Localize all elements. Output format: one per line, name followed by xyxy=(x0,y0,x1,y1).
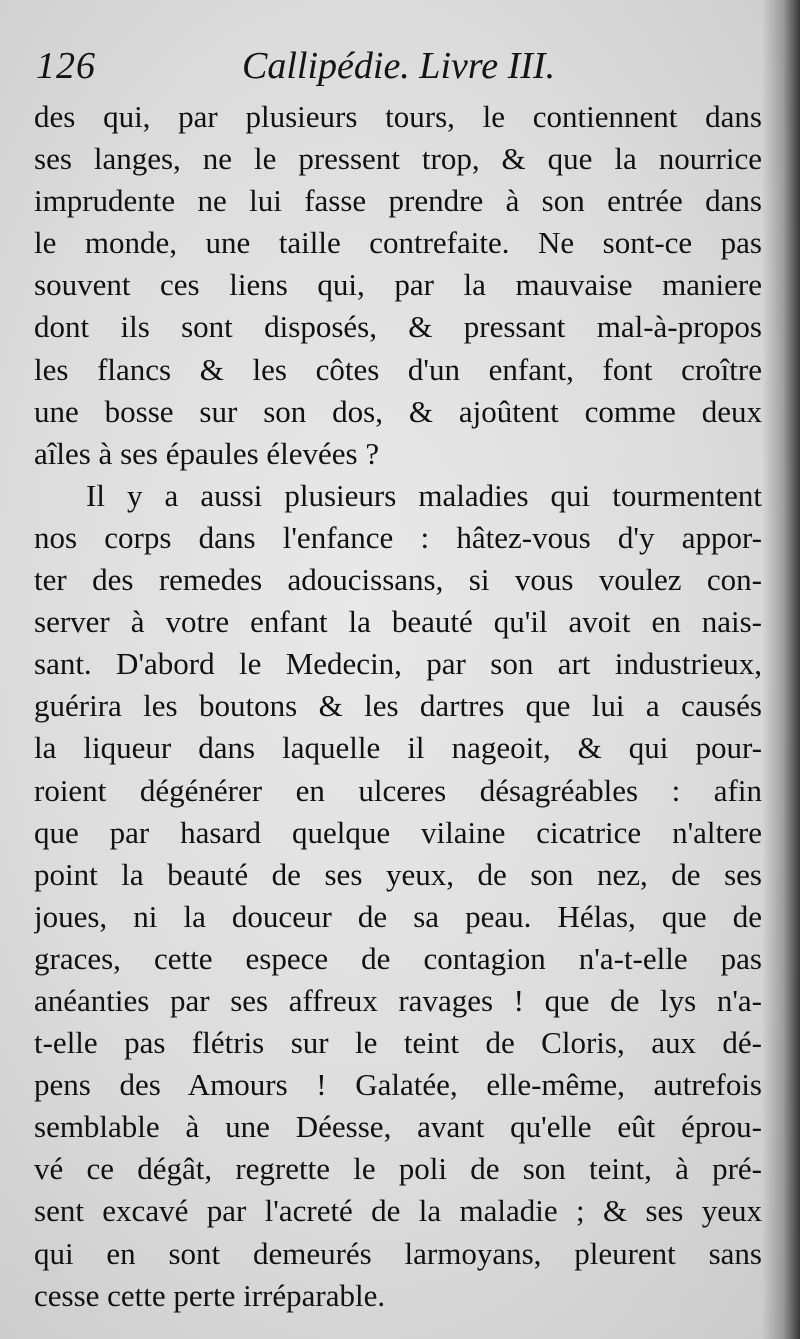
text-line: sent excavé par l'acreté de la maladie ; & ses yeux xyxy=(34,1193,762,1229)
text-line: server à votre enfant la beauté qu'il avoit en nais- xyxy=(34,604,762,640)
running-title: Callipédie. Livre III. xyxy=(242,45,556,87)
text-line: une bosse sur son dos, & ajoûtent comme deux xyxy=(34,393,762,429)
body-text xyxy=(34,96,762,1317)
text-line: souvent ces liens qui, par la mauvaise maniere xyxy=(34,267,762,303)
text-line: roient dégénérer en ulceres désagréables : afin xyxy=(34,772,762,808)
text-line: pens des Amours ! Galatée, elle-même, autrefois xyxy=(34,1067,762,1103)
text-line: ter des remedes adoucissans, si vous voulez con- xyxy=(34,562,762,598)
page-edge-shadow xyxy=(762,0,800,1339)
text-line: t-elle pas flétris sur le teint de Cloris, aux dé- xyxy=(34,1025,762,1061)
text-line: le monde, une taille contrefaite. Ne sont-ce pas xyxy=(34,225,762,261)
text-line: que par hasard quelque vilaine cicatrice n'altere xyxy=(34,814,762,850)
text-line: ses langes, ne le pressent trop, & que la nourrice xyxy=(34,141,762,177)
page-header xyxy=(36,44,756,92)
text-line: dont ils sont disposés, & pressant mal-à-propos xyxy=(34,309,762,345)
text-line: imprudente ne lui fasse prendre à son entrée dans xyxy=(34,183,762,219)
text-line: vé ce dégât, regrette le poli de son teint, à pré- xyxy=(34,1151,762,1187)
text-line: joues, ni la douceur de sa peau. Hélas, que de xyxy=(34,898,762,934)
text-line: point la beauté de ses yeux, de son nez, de ses xyxy=(34,856,762,892)
text-line: nos corps dans l'enfance : hâtez-vous d'y appor- xyxy=(34,519,762,555)
text-line: anéanties par ses affreux ravages ! que de lys n'a- xyxy=(34,982,762,1018)
text-line: guérira les boutons & les dartres que lui a causés xyxy=(34,688,762,724)
text-line-paragraph-start: Il y a aussi plusieurs maladies qui tourmentent xyxy=(86,477,762,513)
text-line: qui en sont demeurés larmoyans, pleurent sans xyxy=(34,1235,762,1271)
text-line-paragraph-end: aîles à ses épaules élevées ? xyxy=(34,435,380,471)
text-line: les flancs & les côtes d'un enfant, font croître xyxy=(34,351,762,387)
text-line-paragraph-end: cesse cette perte irréparable. xyxy=(34,1277,386,1313)
text-line: sant. D'abord le Medecin, par son art industrieux, xyxy=(34,646,762,682)
text-line: graces, cette espece de contagion n'a-t-elle pas xyxy=(34,940,762,976)
text-line: la liqueur dans laquelle il nageoit, & qui pour- xyxy=(34,730,762,766)
text-line: semblable à une Déesse, avant qu'elle eût éprou- xyxy=(34,1109,762,1145)
page-number: 126 xyxy=(36,45,96,87)
text-line: des qui, par plusieurs tours, le contiennent dans xyxy=(34,99,762,134)
